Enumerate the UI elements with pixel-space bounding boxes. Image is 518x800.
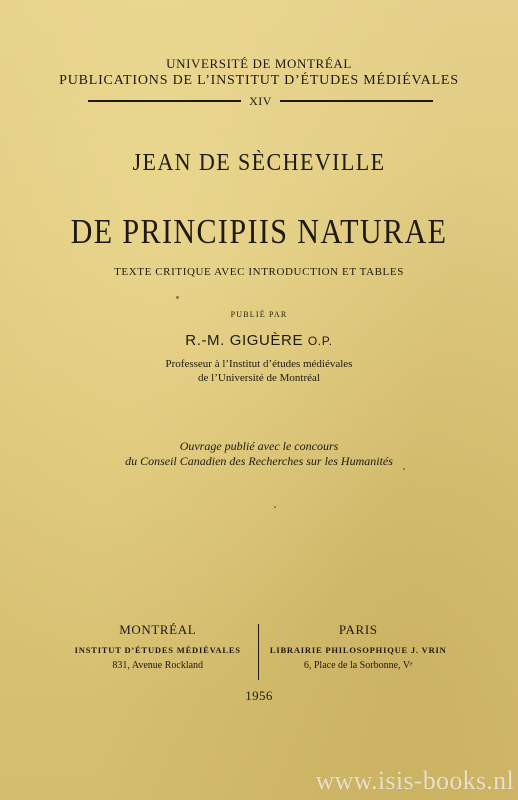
imprint-address-paris: 6, Place de la Sorbonne, Vᵉ [303,660,413,671]
paper-speck [403,468,405,470]
editor-line [0,332,518,349]
editor-role [0,357,518,385]
imprint-paris [259,622,459,680]
publication-year: 1956 [245,688,273,703]
imprint-address-montreal: 831, Avenue Rockland [112,660,204,671]
book-author: JEAN DE SÈCHEVILLE [132,150,386,176]
imprint-block [58,622,458,680]
imprint-city-paris: PARIS [338,622,378,637]
book-title: DE PRINCIPIIS NATURAE [70,212,448,251]
imprint-publisher-montreal: INSTITUT D’ÉTUDES MÉDIÉVALES [74,645,241,655]
editor-role-line1: Professeur à l’Institut d’études médiévales [165,358,353,370]
sponsor-line1: Ouvrage publié avec le concours [179,439,339,453]
editor-suffix: O.P. [307,334,333,348]
paper-speck [176,296,179,299]
watermark: www.isis-books.nl [315,766,514,795]
sponsor-note [0,439,518,469]
editor-name: R.-M. GIGUÈRE [185,332,304,349]
series-institute: PUBLICATIONS DE L’INSTITUT D’ÉTUDES MÉDIÉVALES [59,73,459,88]
published-by-label: PUBLIÉ PAR [230,310,288,319]
series-volume-row [88,93,433,109]
sponsor-line2: du Conseil Canadien des Recherches sur les Humanités [125,454,393,468]
imprint-publisher-paris: LIBRAIRIE PHILOSOPHIQUE J. VRIN [269,645,447,655]
book-subtitle: TEXTE CRITIQUE AVEC INTRODUCTION ET TABLES [114,266,404,278]
series-rule-right [280,100,433,102]
series-volume: XIV [249,93,272,108]
imprint-city-montreal: MONTRÉAL [119,622,197,637]
editor-role-line2: de l’Université de Montréal [198,372,320,384]
series-university: UNIVERSITÉ DE MONTRÉAL [166,56,352,71]
imprint-montreal [58,622,258,680]
series-rule-left [88,100,241,102]
paper-speck [274,506,276,508]
